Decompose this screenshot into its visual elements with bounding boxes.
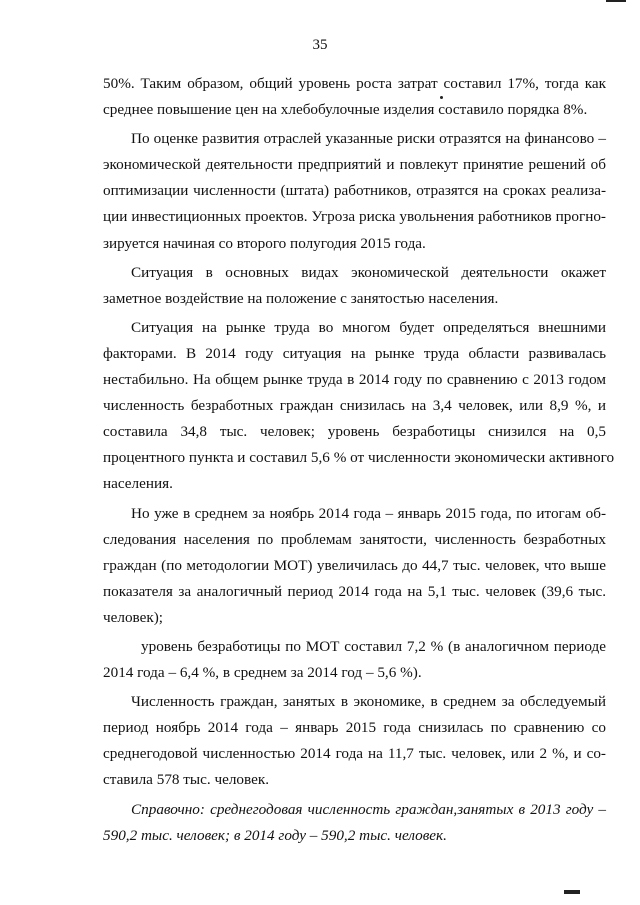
text-line: ции инвестиционных проектов. Угроза риска увольнения работников прогно- [103,208,606,226]
paragraph [103,315,615,498]
text-line: заметное воздействие на положение с занятостью населения. [103,289,499,307]
text-line: человек); [103,608,164,626]
paragraph [103,126,606,256]
text-line: численность безработных граждан снизилась на 3,4 человек, или 8,9 %, и [103,397,606,415]
paragraph [103,634,606,686]
paragraph [103,71,606,123]
text-line: ставила 578 тыс. человек. [103,771,270,789]
text-line: процентного пункта и составил 5,6 % от численности экономически активного [103,449,615,467]
text-line: среднее повышение цен на хлебобулочные изделия составило порядка 8%. [103,101,588,119]
text-line: следования населения по проблемам занятости, численность безработных [103,530,606,548]
document-body [103,71,615,852]
text-line: граждан (по методологии МОТ) увеличилась до 44,7 тыс. человек, что выше [103,556,606,574]
text-line: показателя за аналогичный период 2014 года на 5,1 тыс. человек (39,6 тыс. [103,582,606,600]
text-line: зируется начиная со второго полугодия 2015 года. [103,234,426,252]
text-line: Численность граждан, занятых в экономике, в среднем за обследуемый [131,693,606,711]
text-line: Но уже в среднем за ноябрь 2014 года – январь 2015 года, по итогам об- [131,504,606,522]
paragraph [103,689,606,793]
text-line: 590,2 тыс. человек; в 2014 году – 590,2 тыс. человек. [103,826,447,844]
paragraph [103,501,606,631]
text-line: факторами. В 2014 году ситуация на рынке труда области развивалась [103,344,606,362]
text-line: По оценке развития отраслей указанные риски отразятся на финансово – [131,130,606,148]
text-line: составила 34,8 тыс. человек; уровень безработицы снизился на 0,5 [103,423,606,441]
page-mark-bottom [564,890,580,894]
paragraph [103,797,606,849]
text-line: населения. [103,475,173,493]
text-line: уровень безработицы по МОТ составил 7,2 % (в аналогичном периоде [141,637,606,655]
page-number: 35 [312,37,328,53]
text-line: нестабильно. На общем рынке труда в 2014 году по сравнению с 2013 годом [103,371,606,389]
text-line: 50%. Таким образом, общий уровень роста затрат составил 17%, тогда как [103,75,606,92]
text-line: экономической деятельности предприятий и повлекут принятие решений об [103,156,606,174]
text-line: Справочно: среднегодовая численность граждан,занятых в 2013 году – [131,800,606,818]
text-line: оптимизации численности (штата) работников, отразятся на сроках реализа- [103,182,606,200]
text-line: период ноябрь 2014 года – январь 2015 года снизилась по сравнению со [103,719,606,737]
paragraph [103,260,606,312]
text-line: среднегодовой численностью 2014 года на 11,7 тыс. человек, или 2 %, и со- [103,745,606,763]
text-line: 2014 года – 6,4 %, в среднем за 2014 год – 5,6 %). [103,664,422,682]
page-mark-top [606,0,626,2]
text-line: Ситуация в основных видах экономической деятельности окажет [131,263,606,281]
text-line: Ситуация на рынке труда во многом будет определяться внешними [131,318,606,336]
